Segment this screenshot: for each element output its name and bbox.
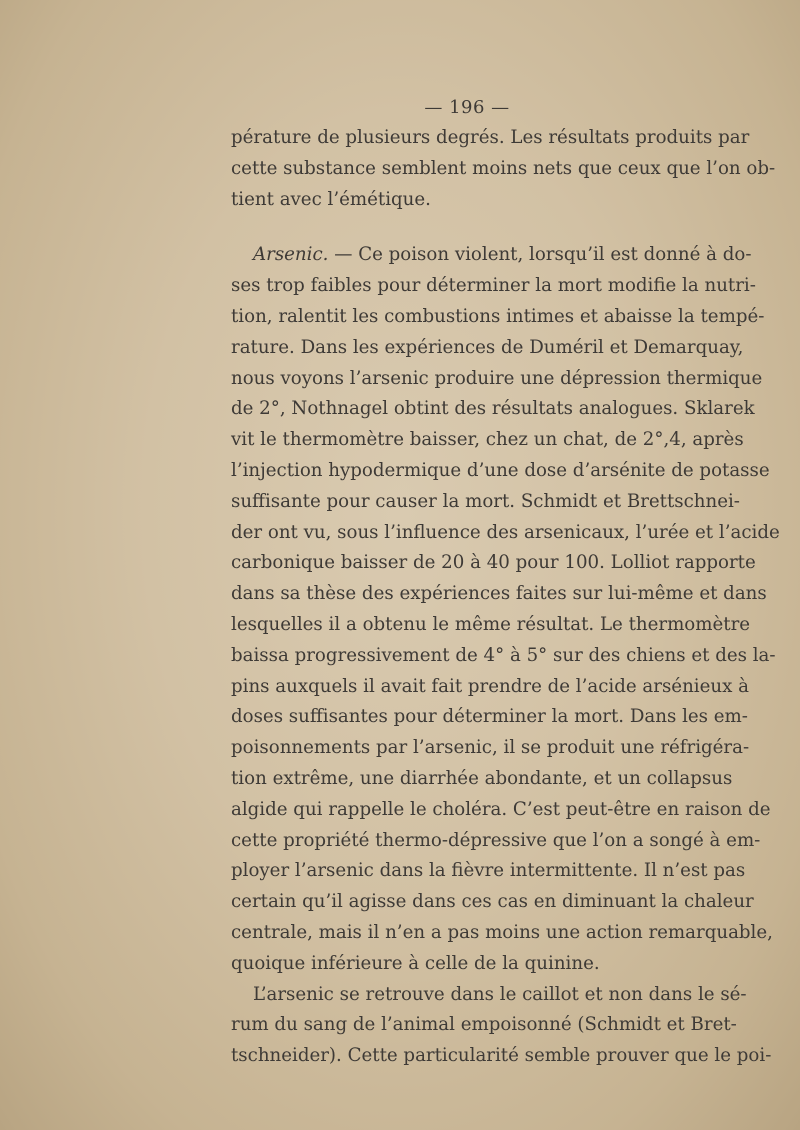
text-line: suffisante pour causer la mort. Schmidt et Brettschnei- xyxy=(231,490,740,512)
text-line: cette propriété thermo-dépressive que l’on a songé à em- xyxy=(231,829,761,851)
text-line: rature. Dans les expériences de Duméril et Demarquay, xyxy=(231,336,744,358)
text-line: L’arsenic se retrouve dans le caillot et non dans le sé- xyxy=(253,983,747,1005)
text-line: de 2°, Nothnagel obtint des résultats analogues. Sklarek xyxy=(231,398,755,420)
text-line: certain qu’il agisse dans ces cas en diminuant la chaleur xyxy=(231,891,754,913)
text-line: algide qui rappelle le choléra. C’est peut-être en raison de xyxy=(231,798,771,820)
text-line: tion extrême, une diarrhée abondante, et un collapsus xyxy=(231,767,733,789)
text-line: carbonique baisser de 20 à 40 pour 100. Lolliot rapporte xyxy=(231,552,756,574)
text-line: dans sa thèse des expériences faites sur lui-même et dans xyxy=(231,583,767,605)
text-line: ployer l’arsenic dans la fièvre intermittente. Il n’est pas xyxy=(231,860,746,882)
text-line: ses trop faibles pour déterminer la mort modifie la nutri- xyxy=(231,275,756,297)
text-line: baissa progressivement de 4° à 5° sur des chiens et des la- xyxy=(231,644,776,666)
text-line: vit le thermomètre baisser, chez un chat, de 2°,4, après xyxy=(231,429,744,451)
paragraph xyxy=(231,980,772,1072)
text-line: tschneider). Cette particularité semble prouver que le poi- xyxy=(231,1045,772,1067)
text-line: l’injection hypodermique d’une dose d’arsénite de potasse xyxy=(231,459,770,481)
text-line: rum du sang de l’animal empoisonné (Schmidt et Bret- xyxy=(231,1014,737,1036)
text-line: poisonnements par l’arsenic, il se produit une réfrigéra- xyxy=(231,737,750,759)
text-line: lesquelles il a obtenu le même résultat. Le thermomètre xyxy=(231,613,751,635)
text-line: tion, ralentit les combustions intimes et abaisse la tempé- xyxy=(231,305,765,327)
text-line: pins auxquels il avait fait prendre de l’acide arsénieux à xyxy=(231,675,749,697)
paragraph xyxy=(231,123,776,215)
text-line: cette substance semblent moins nets que ceux que l’on ob- xyxy=(231,157,776,179)
text-line xyxy=(231,240,752,271)
text-line-rest: — Ce poison violent, lorsqu’il est donné à do- xyxy=(328,244,752,266)
text-line: quoique inférieure à celle de la quinine. xyxy=(231,952,600,974)
section-term: Arsenic. xyxy=(253,244,329,266)
text-line: doses suffisantes pour déterminer la mort. Dans les em- xyxy=(231,706,748,728)
text-line: centrale, mais il n’en a pas moins une action remarquable, xyxy=(231,921,773,943)
text-line: nous voyons l’arsenic produire une dépression thermique xyxy=(231,367,763,389)
text-line: tient avec l’émétique. xyxy=(231,188,431,210)
text-line: pérature de plusieurs degrés. Les résultats produits par xyxy=(231,127,750,148)
text-line: der ont vu, sous l’influence des arsenicaux, l’urée et l’acide xyxy=(231,521,780,543)
paragraph xyxy=(231,240,780,979)
page-number: — 196 — xyxy=(424,97,510,118)
body-text xyxy=(231,123,780,1072)
